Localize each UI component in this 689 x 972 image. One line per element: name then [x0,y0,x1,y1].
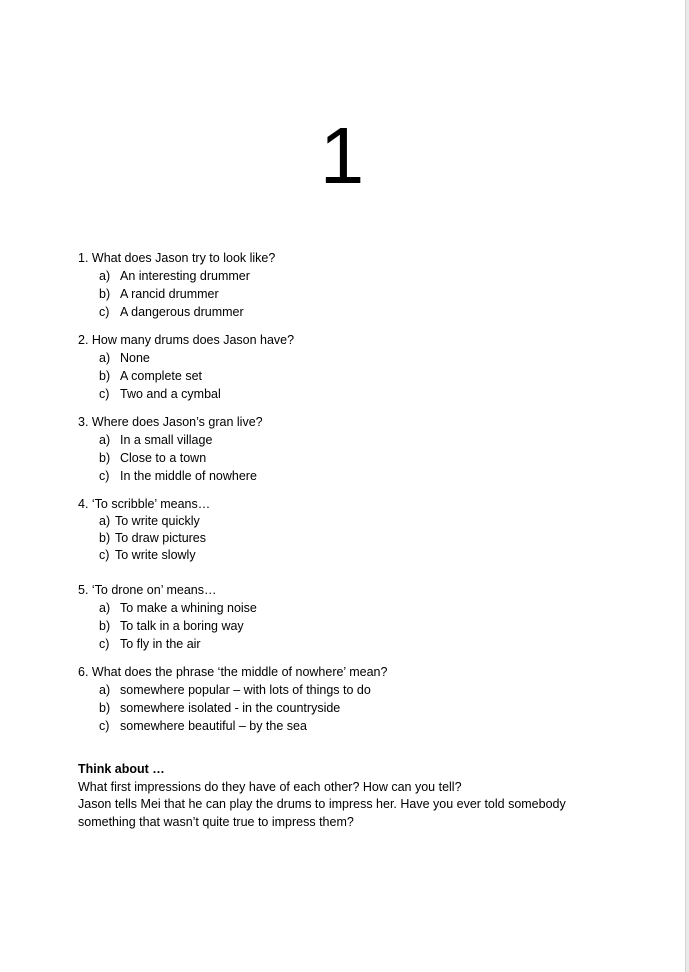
option-b [99,285,638,303]
option-c [99,547,638,564]
option-b [99,449,638,467]
option-text: To talk in a boring way [120,619,244,633]
option-letter: c) [99,548,110,562]
option-list [78,267,638,321]
option-text: In the middle of nowhere [120,469,257,483]
option-letter: a) [99,683,111,697]
option-c [99,467,638,485]
option-text: To draw pictures [115,531,207,545]
page-edge [685,0,689,972]
question-5 [78,581,638,653]
option-letter: c) [99,469,110,483]
option-letter: a) [99,269,111,283]
question-text: 6. What does the phrase ‘the middle of nowhere’ mean? [78,665,388,679]
option-c [99,303,638,321]
option-letter: b) [99,701,111,715]
option-letter: c) [99,387,110,401]
option-text: An interesting drummer [120,269,250,283]
option-text: In a small village [120,433,213,447]
option-text: To write slowly [115,548,196,562]
option-a [99,431,638,449]
option-letter: a) [99,351,111,365]
option-b [99,699,638,717]
question-1 [78,249,638,321]
option-text: Close to a town [120,451,207,465]
option-a [99,267,638,285]
think-about-line-1: What first impressions do they have of each other? How can you tell? [78,779,462,794]
option-b [99,530,638,547]
option-a [99,681,638,699]
question-6 [78,663,638,735]
option-letter: a) [99,433,111,447]
option-text: A complete set [120,369,202,383]
option-a [99,513,638,530]
option-letter: a) [99,514,111,528]
option-letter: b) [99,287,111,301]
option-list [78,349,638,403]
question-text: 5. ‘To drone on’ means… [78,583,217,597]
option-list [78,513,638,564]
option-list [78,431,638,485]
option-list [78,681,638,735]
option-letter: c) [99,305,110,319]
option-text: A dangerous drummer [120,305,244,319]
option-text: somewhere beautiful – by the sea [120,719,307,733]
question-text: 4. ‘To scribble’ means… [78,497,211,511]
option-letter: c) [99,637,110,651]
option-text: None [120,351,150,365]
option-text: To make a whining noise [120,601,257,615]
option-c [99,717,638,735]
option-c [99,635,638,653]
question-3 [78,413,638,485]
option-letter: b) [99,619,111,633]
question-text: 1. What does Jason try to look like? [78,251,276,265]
option-text: To write quickly [115,514,200,528]
option-b [99,617,638,635]
option-text: somewhere popular – with lots of things to do [120,683,371,697]
page-number: 1 [319,111,365,200]
option-a [99,599,638,617]
think-about-line-2: Jason tells Mei that he can play the drums to impress her. Have you ever told somebody something that wasn’t quite true to impress them? [78,797,566,829]
question-2 [78,331,638,403]
option-text: A rancid drummer [120,287,219,301]
think-about-heading: Think about … [78,762,165,776]
question-text: 3. Where does Jason’s gran live? [78,415,263,429]
think-about-section [78,761,608,831]
option-a [99,349,638,367]
option-letter: c) [99,719,110,733]
option-letter: b) [99,369,111,383]
question-4 [78,495,638,564]
option-letter: a) [99,601,111,615]
option-letter: b) [99,451,111,465]
option-text: somewhere isolated - in the countryside [120,701,341,715]
option-list [78,599,638,653]
option-c [99,385,638,403]
option-text: To fly in the air [120,637,201,651]
question-text: 2. How many drums does Jason have? [78,333,295,347]
question-list [78,249,638,735]
option-text: Two and a cymbal [120,387,221,401]
option-b [99,367,638,385]
option-letter: b) [99,531,111,545]
